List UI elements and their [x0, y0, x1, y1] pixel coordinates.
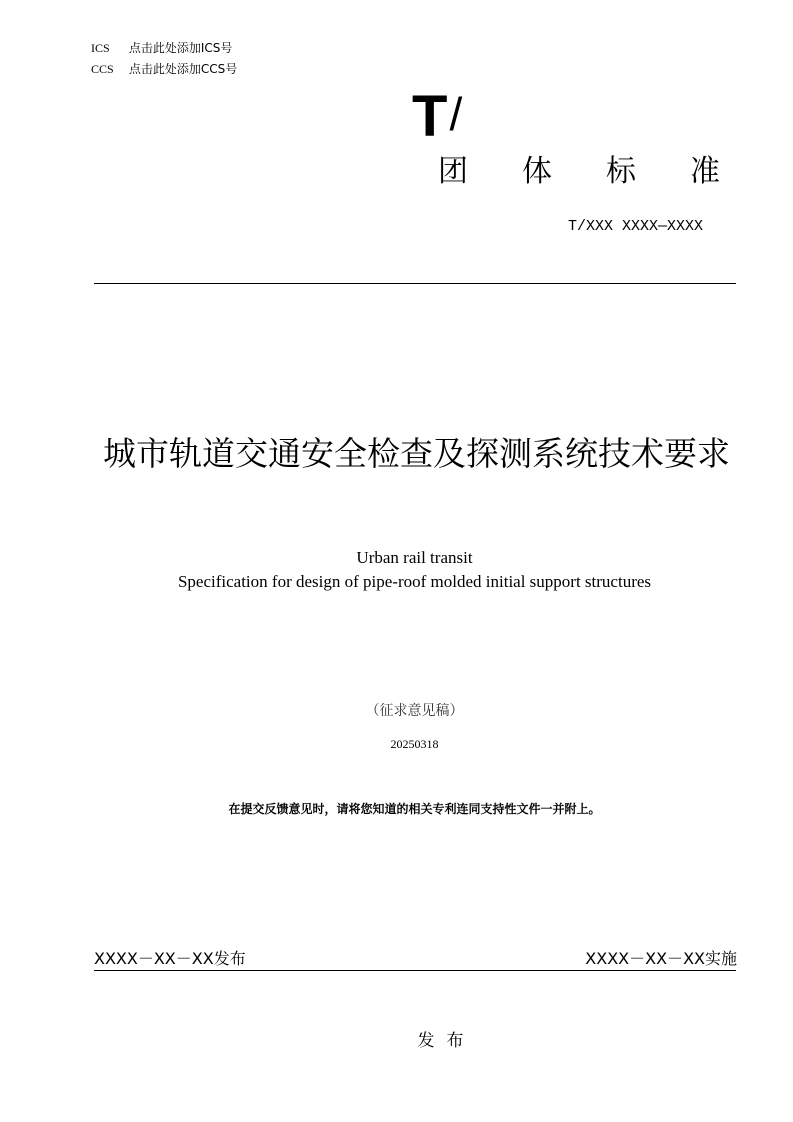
header-divider	[94, 283, 736, 284]
document-title: 城市轨道交通安全检查及探测系统技术要求	[103, 434, 730, 473]
ccs-field[interactable]	[91, 60, 237, 77]
patent-notice: 在提交反馈意见时，请将您知道的相关专利连同支持性文件一并附上。	[228, 802, 601, 816]
ics-field[interactable]	[91, 39, 232, 56]
draft-status: （征求意见稿）	[365, 703, 464, 719]
publisher-label: 发布	[417, 1031, 476, 1051]
ics-placeholder[interactable]: 点击此处添加ICS号	[128, 41, 233, 55]
english-subtitle-line2: Specification for design of pipe-roof molded initial support structures	[177, 572, 652, 591]
implement-date: XXXX－XX－XX实施	[585, 949, 737, 968]
ccs-placeholder[interactable]: 点击此处添加CCS号	[128, 62, 238, 76]
publish-date: XXXX－XX－XX发布	[94, 949, 246, 968]
logo-slash: /	[449, 88, 463, 140]
footer-divider	[94, 970, 736, 971]
draft-date: 20250318	[390, 737, 439, 751]
english-subtitle-line1: Urban rail transit	[356, 548, 473, 567]
logo-letter: T	[412, 84, 448, 149]
ccs-label: CCS	[91, 62, 114, 76]
standard-type: 团体标准	[438, 154, 774, 189]
standard-number: T/XXX XXXX—XXXX	[568, 218, 704, 235]
standard-logo	[412, 82, 462, 149]
ics-label: ICS	[91, 41, 110, 55]
